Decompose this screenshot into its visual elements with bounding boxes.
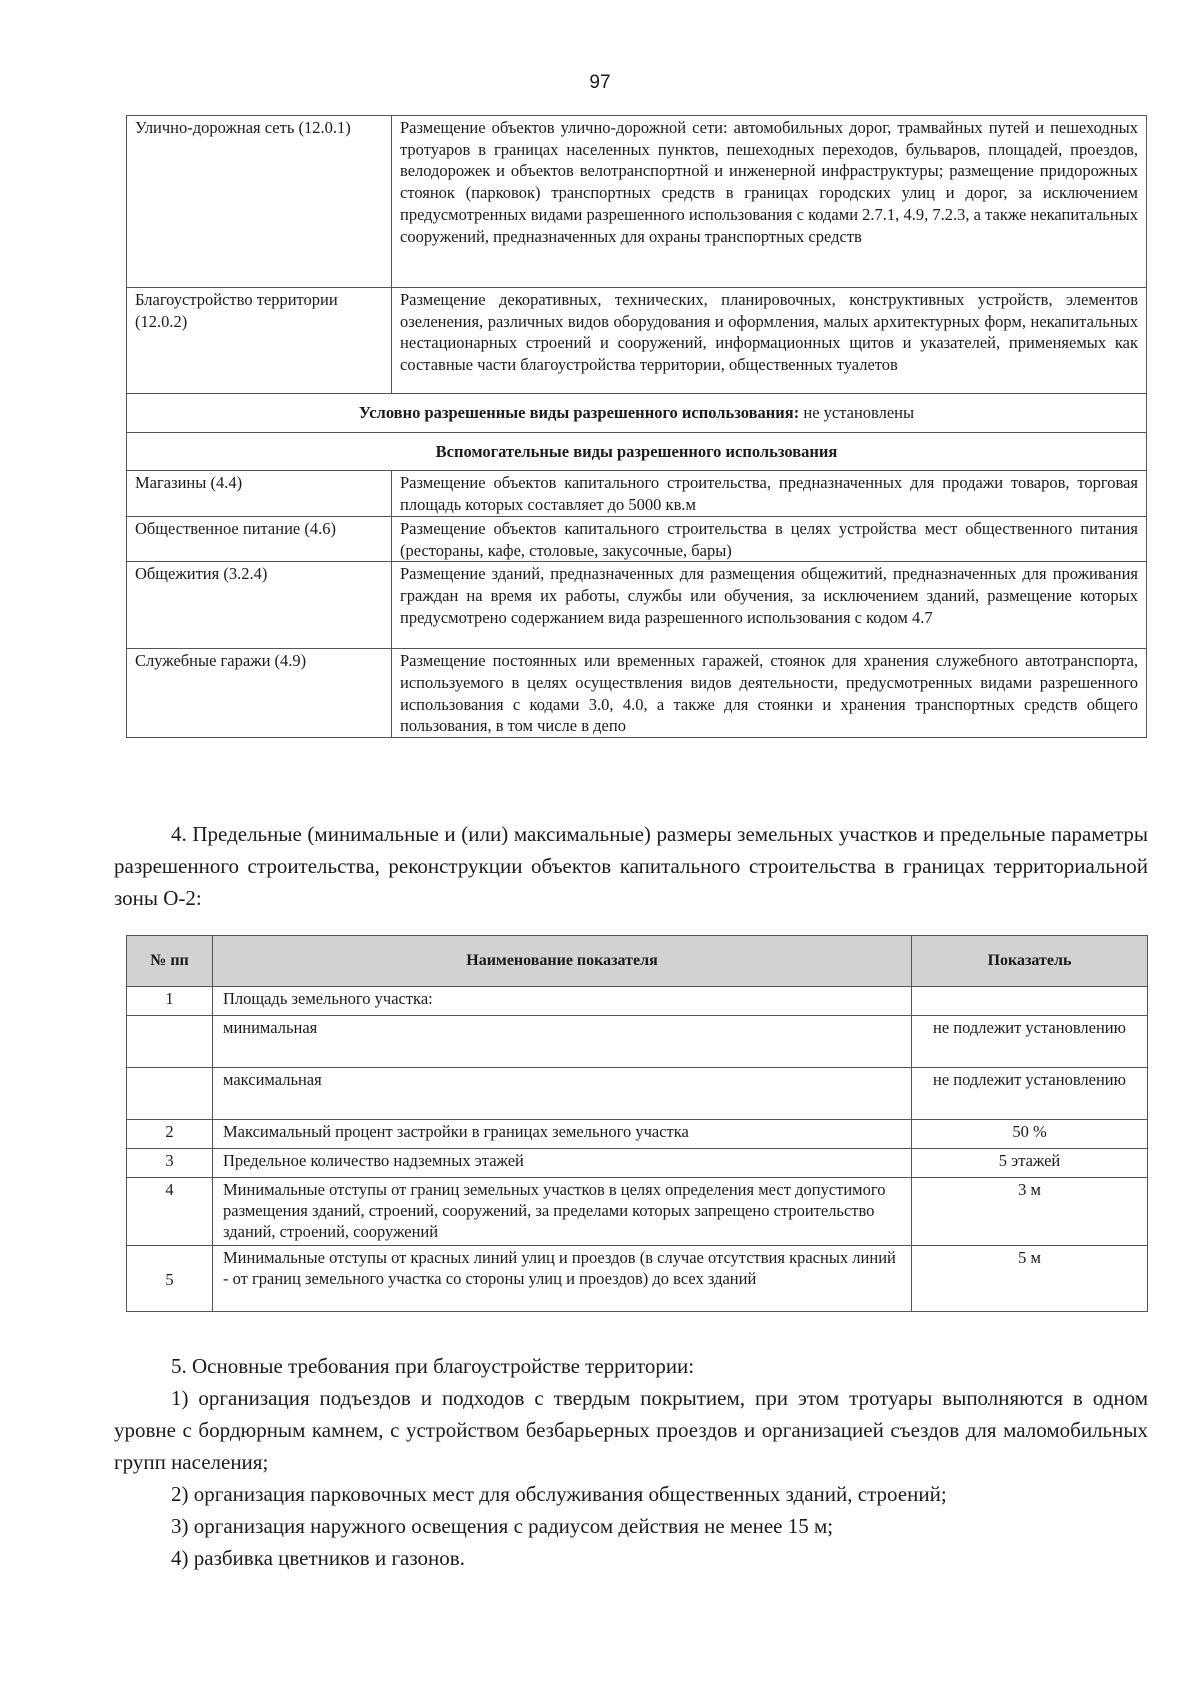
table-row (127, 1178, 1148, 1246)
conditional-uses-value: не установлены (799, 403, 915, 422)
section-4-text: 4. Предельные (минимальные и (или) максимальные) размеры земельных участков и предельные параметры разрешенного строительства, реконструкции объектов капитального строительства в границах территориальной зоны О-2: (114, 822, 1148, 910)
row-name: Предельное количество надземных этажей (213, 1149, 912, 1178)
parameters-table (126, 935, 1148, 1312)
use-name: Магазины (4.4) (127, 471, 392, 516)
use-name: Улично-дорожная сеть (12.0.1) (127, 116, 392, 288)
row-name: Минимальные отступы от границ земельных участков в целях определения мест допустимого размещения зданий, строений, сооружений, за пределами которых запрещено строительство зданий, строений, сооружений (213, 1178, 912, 1246)
row-value: не подлежит установлению (912, 1068, 1148, 1120)
row-value (912, 987, 1148, 1016)
table-row (127, 1016, 1148, 1068)
requirement-item-3: 3) организация наружного освещения с радиусом действия не менее 15 м; (171, 1514, 834, 1538)
use-description: Размещение постоянных или временных гаражей, стоянок для хранения служебного автотранспорта, используемого в целях осуществления видов деятельности, предусмотренных видами разрешенного использования с кодами 3.0, 4.0, а также для стоянки и хранения транспортных средств общего пользования, в том числе в депо (392, 649, 1147, 738)
row-number: 2 (127, 1120, 213, 1149)
use-description: Размещение объектов капитального строительства, предназначенных для продажи товаров, торговая площадь которых составляет до 5000 кв.м (392, 471, 1147, 516)
row-name: максимальная (213, 1068, 912, 1120)
row-value: 5 м (912, 1246, 1148, 1312)
table-row (127, 562, 1147, 649)
requirement-item-4: 4) разбивка цветников и газонов. (171, 1546, 465, 1570)
row-value: 50 % (912, 1120, 1148, 1149)
permitted-uses-table (126, 115, 1147, 738)
row-name: минимальная (213, 1016, 912, 1068)
row-number: 4 (127, 1178, 213, 1246)
table-row (127, 1149, 1148, 1178)
row-number (127, 1068, 213, 1120)
table-row (127, 1068, 1148, 1120)
row-value: 3 м (912, 1178, 1148, 1246)
auxiliary-uses-row (127, 432, 1147, 471)
row-name: Минимальные отступы от красных линий улиц и проездов (в случае отсутствия красных линий - от границ земельного участка со стороны улиц и проездов) до всех зданий (213, 1246, 912, 1312)
table-header-row (127, 936, 1148, 987)
use-description: Размещение объектов капитального строительства в целях устройства мест общественного питания (рестораны, кафе, столовые, закусочные, бары) (392, 516, 1147, 561)
use-name: Общежития (3.2.4) (127, 562, 392, 649)
row-number (127, 1016, 213, 1068)
column-header-number: № пп (127, 936, 213, 987)
use-description: Размещение объектов улично-дорожной сети: автомобильных дорог, трамвайных путей и пешеходных тротуаров в границах населенных пунктов, пешеходных переходов, бульваров, площадей, проездов, велодорожек и объектов велотранспортной и инженерной инфраструктуры; размещение придорожных стоянок (парковок) транспортных средств в границах городских улиц и дорог, за исключением предусмотренных видами разрешенного использования с кодами 2.7.1, 4.9, 7.2.3, а также некапитальных сооружений, предназначенных для охраны транспортных средств (392, 116, 1147, 288)
row-number: 1 (127, 987, 213, 1016)
use-name: Общественное питание (4.6) (127, 516, 392, 561)
column-header-name: Наименование показателя (213, 936, 912, 987)
row-number: 3 (127, 1149, 213, 1178)
page-number: 97 (589, 72, 611, 93)
table-row (127, 516, 1147, 561)
table-row (127, 1246, 1148, 1312)
row-name: Площадь земельного участка: (213, 987, 912, 1016)
row-value: 5 этажей (912, 1149, 1148, 1178)
use-name: Служебные гаражи (4.9) (127, 649, 392, 738)
section-5-heading: 5. Основные требования при благоустройстве территории: (171, 1354, 695, 1378)
conditional-uses-heading: Условно разрешенные виды разрешенного использования: (358, 403, 800, 422)
use-description: Размещение декоративных, технических, планировочных, конструктивных устройств, элементов озеленения, различных видов оборудования и оформления, малых архитектурных форм, некапитальных нестационарных строений и сооружений, информационных щитов и указателей, применяемых как составные части благоустройства территории, общественных туалетов (392, 288, 1147, 394)
row-name: Максимальный процент застройки в границах земельного участка (213, 1120, 912, 1149)
table-row (127, 649, 1147, 738)
row-number: 5 (127, 1246, 213, 1312)
auxiliary-uses-cell (127, 432, 1147, 471)
table-row (127, 1120, 1148, 1149)
table-row (127, 471, 1147, 516)
table-row (127, 116, 1147, 288)
use-description: Размещение зданий, предназначенных для размещения общежитий, предназначенных для проживания граждан на время их работы, службы или обучения, за исключением зданий, размещение которых предусмотрено содержанием вида разрешенного использования с кодом 4.7 (392, 562, 1147, 649)
table-row (127, 288, 1147, 394)
conditional-uses-row (127, 394, 1147, 433)
conditional-uses-cell (127, 394, 1147, 433)
use-name: Благоустройство территории (12.0.2) (127, 288, 392, 394)
requirement-item-2: 2) организация парковочных мест для обслуживания общественных зданий, строений; (171, 1482, 947, 1506)
table-row (127, 987, 1148, 1016)
column-header-value: Показатель (912, 936, 1148, 987)
auxiliary-uses-heading: Вспомогательные виды разрешенного использования (435, 441, 838, 461)
row-value: не подлежит установлению (912, 1016, 1148, 1068)
requirement-item-1: 1) организация подъездов и подходов с твердым покрытием, при этом тротуары выполняются в одном уровне с бордюрным камнем, с устройством безбарьерных проездов и организацией съездов для маломобильных групп населения; (114, 1386, 1148, 1474)
